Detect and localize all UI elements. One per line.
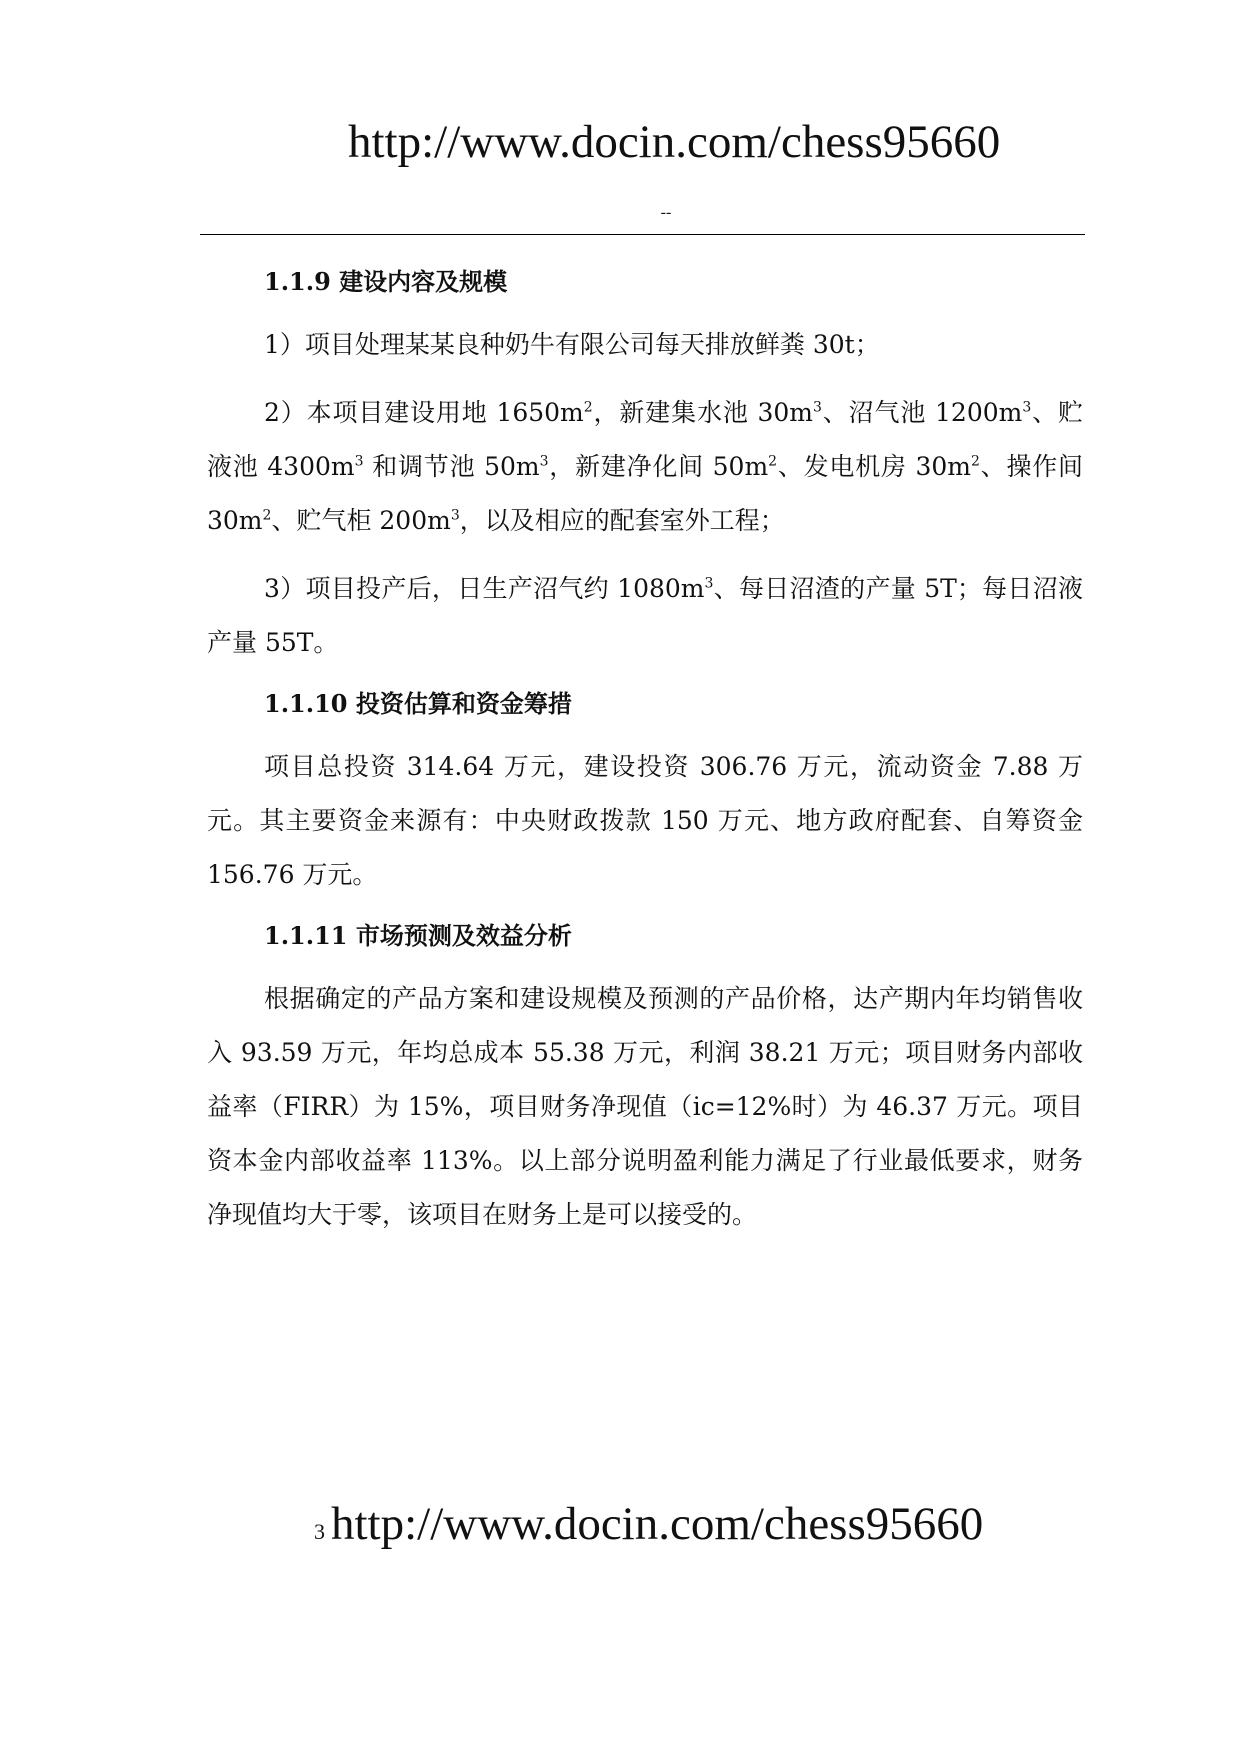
superscript: 2	[970, 453, 980, 470]
text-run: 和调节池 50m	[363, 452, 540, 481]
text-run: 、沼气池 1200m	[821, 398, 1023, 427]
text-run: 、操作间 30m	[207, 452, 1084, 535]
superscript: 3	[354, 453, 364, 470]
text-run: 3）项目投产后，日生产沼气约 1080m	[264, 574, 705, 603]
text-run: 、贮气柜 200m	[271, 506, 451, 535]
superscript: 2	[768, 453, 778, 470]
section-heading-1-1-11: 1.1.11 市场预测及效益分析	[264, 921, 572, 950]
text-run: 、贮液池 4300m	[207, 398, 1083, 481]
page-footer	[314, 1494, 983, 1554]
text-run: 、发电机房 30m	[777, 452, 971, 481]
superscript: 3	[704, 575, 714, 592]
paragraph-1-1-9-item-1: 1）项目处理某某良种奶牛有限公司每天排放鲜粪 30t；	[264, 330, 880, 359]
superscript: 3	[813, 399, 822, 416]
paragraph-1-1-11: 根据确定的产品方案和建设规模及预测的产品价格，达产期内年均销售收入 93.59 万元，年均总成本 55.38 万元，利润 38.21 万元；项目财务内部收益率（FIRR）为 15%，项目财务净现值（ic=12%时）为 46.37 万元。项目资本金内部收益率 113%。以上部分说明盈利能力满足了行业最低要求，财务净现值均大于零，该项目在财务上是可以接受的。	[207, 984, 1083, 1229]
header-mark: --	[660, 204, 672, 221]
text-run: 、每日沼渣的产量 5T；每日沼液产量 55T。	[207, 574, 1084, 657]
section-heading-1-1-10: 1.1.10 投资估算和资金筹措	[264, 689, 572, 718]
text-run: 2）本项目建设用地 1650m	[264, 398, 584, 427]
page-number: 3	[314, 1519, 325, 1544]
paragraph-1-1-10: 项目总投资 314.64 万元，建设投资 306.76 万元，流动资金 7.88 万元。其主要资金来源有：中央财政拨款 150 万元、地方政府配套、自筹资金 156.76 万元。	[207, 752, 1083, 889]
superscript: 2	[262, 507, 272, 524]
superscript: 3	[1022, 399, 1032, 416]
superscript: 2	[583, 399, 593, 416]
text-run: ，新建净化间 50m	[548, 452, 769, 481]
footer-url: http://www.docin.com/chess95660	[331, 1498, 984, 1550]
superscript: 3	[450, 507, 460, 524]
text-run: ，新建集水池 30m	[592, 398, 814, 427]
text-run: ，以及相应的配套室外工程；	[459, 506, 785, 535]
header-divider	[200, 234, 1085, 235]
header-url: http://www.docin.com/chess95660	[348, 116, 1001, 168]
paragraph-1-1-9-item-3	[207, 562, 1083, 670]
document-body	[207, 256, 1083, 1256]
paragraph-1-1-9-item-2	[207, 386, 1083, 548]
section-heading-1-1-9: 1.1.9 建设内容及规模	[264, 267, 508, 296]
superscript: 3	[539, 453, 549, 470]
